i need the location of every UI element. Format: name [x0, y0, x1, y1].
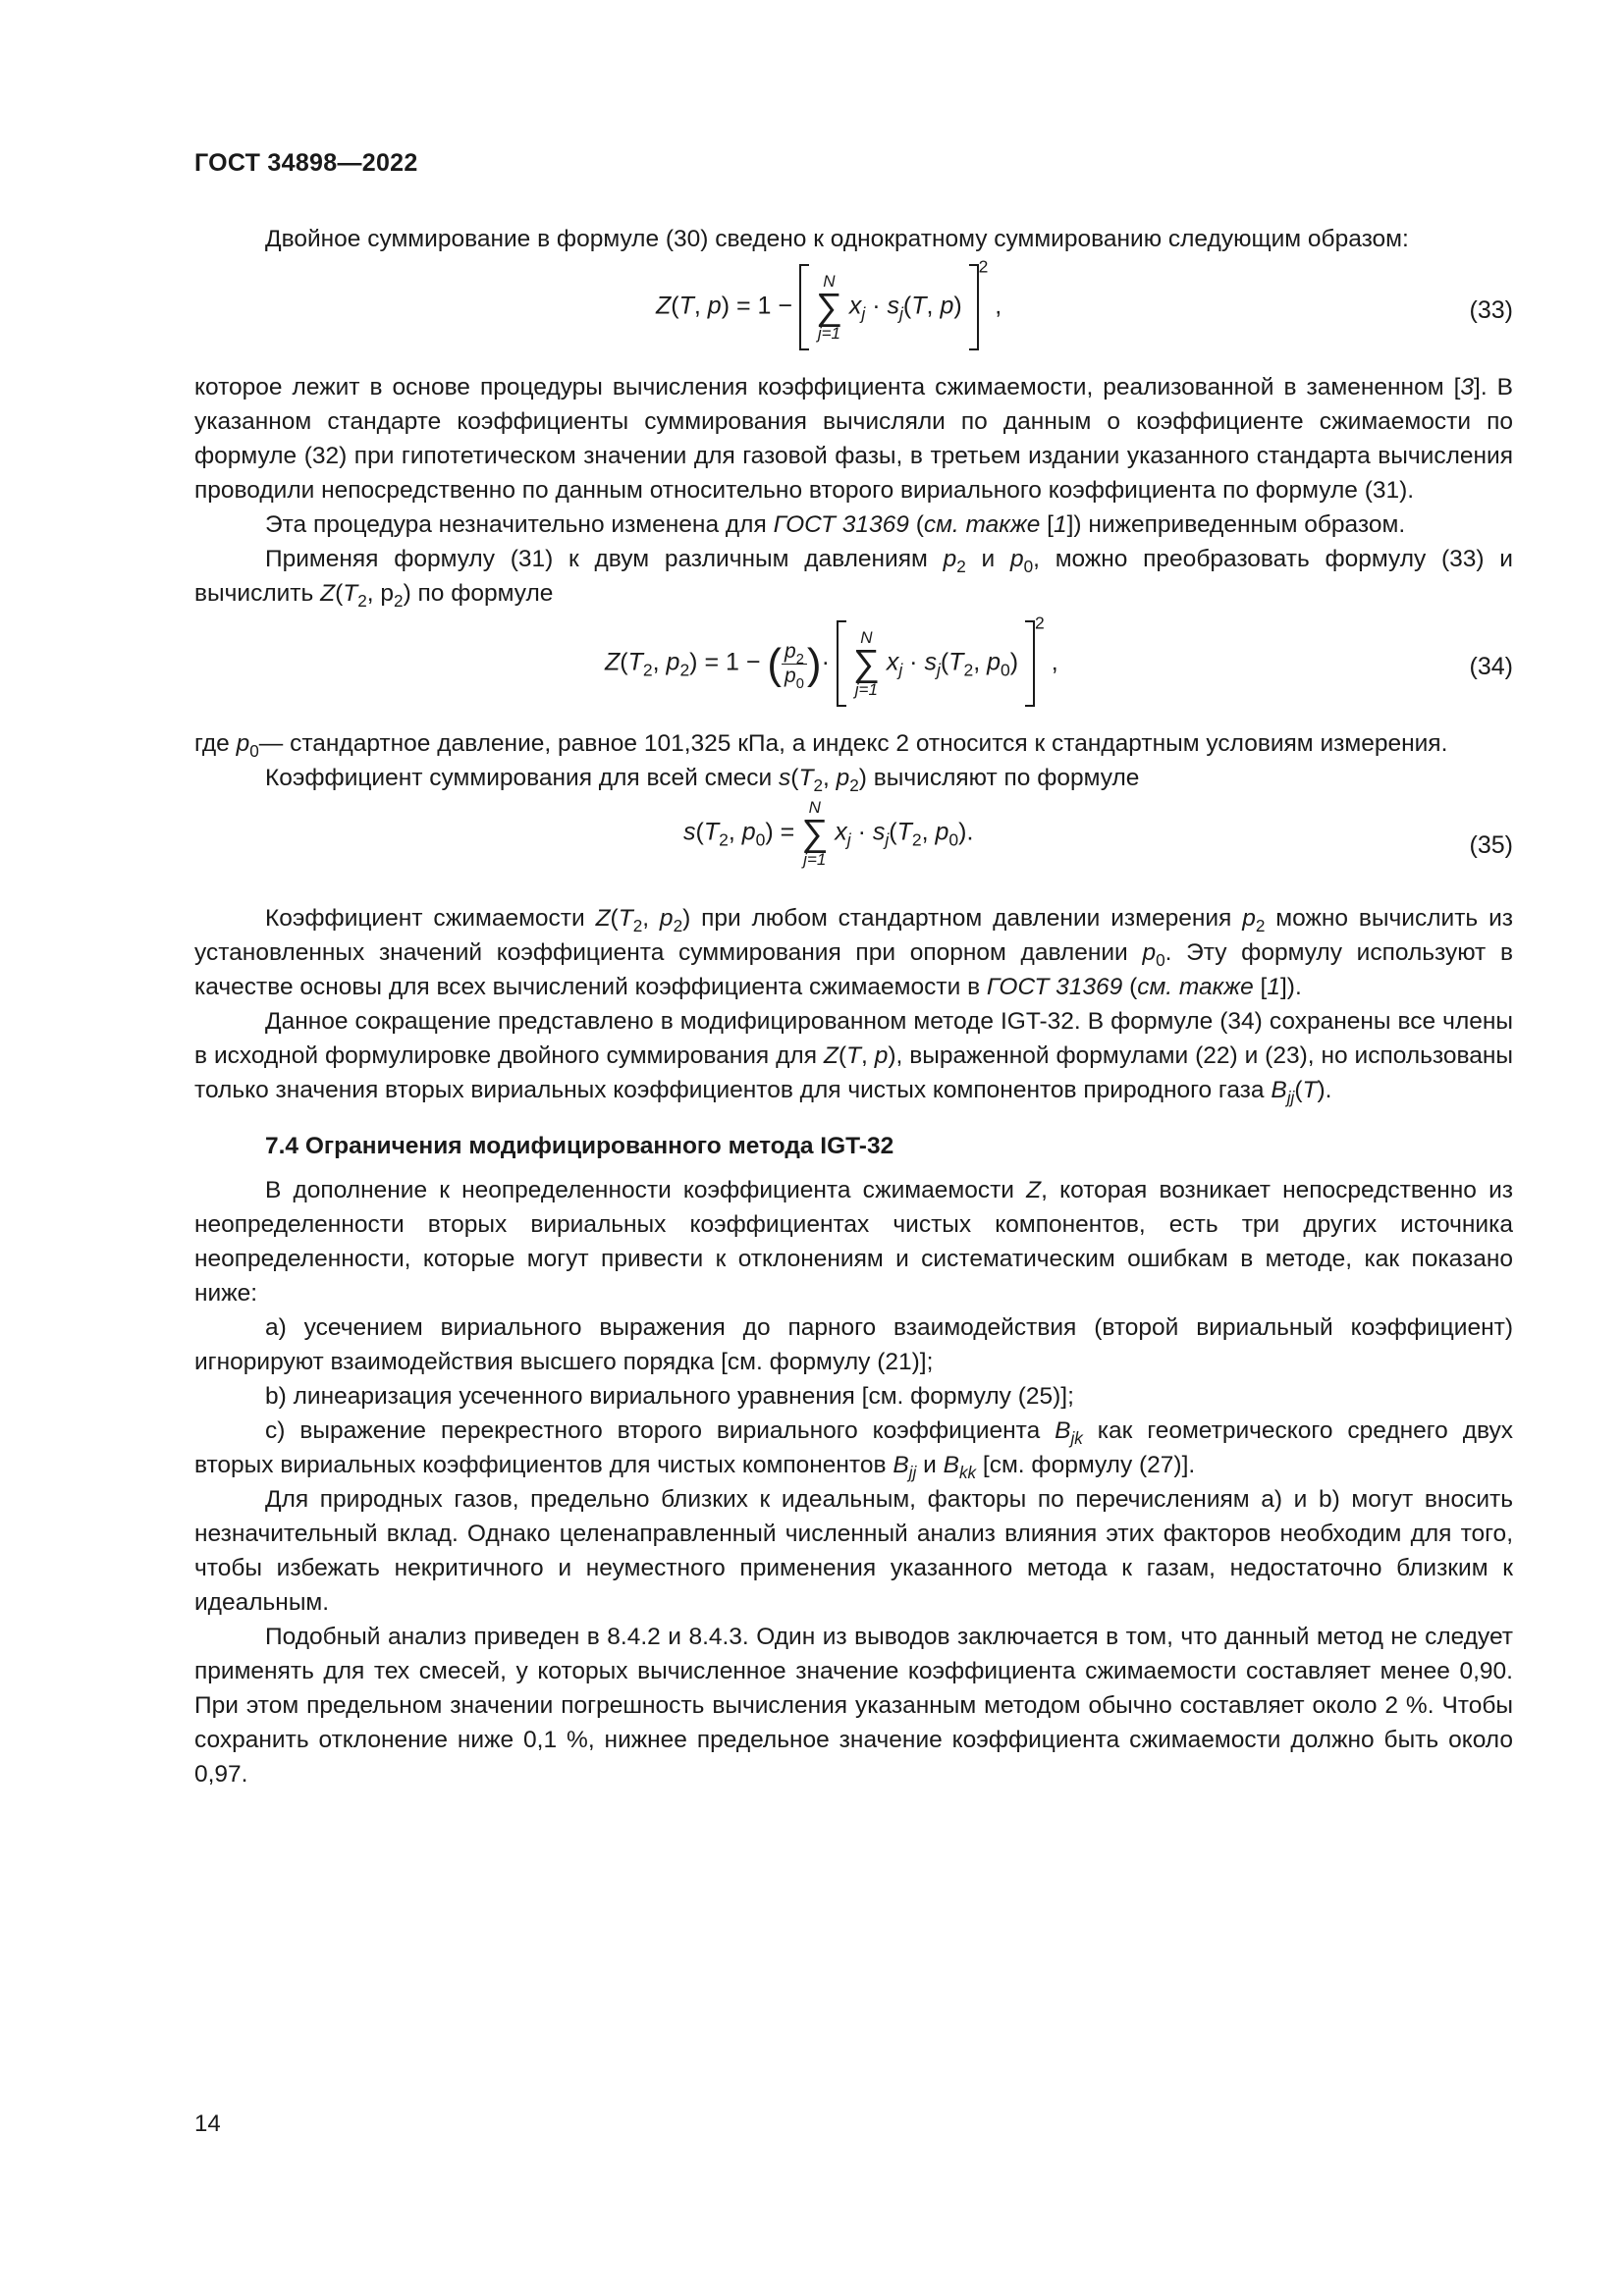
- page-number: 14: [194, 2110, 221, 2137]
- section-heading: 7.4 Ограничения модифицированного метода IGT-32: [265, 1133, 894, 1159]
- where-clause: где $p_0$ — стандартное давление, равное 101,325 кПа, а индекс 2 относится к стандартным условиям измерения.: [194, 730, 1448, 761]
- paragraph: В дополнение к неопределенности коэффициента сжимаемости Z, которая возникает непосредственно из неопределенности вторых вириальных коэффициентах чистых компонентов, есть три других источника неопределенности, которые могут привести к отклонениям и систематическим ошибкам в методе, как показано ниже:: [194, 1177, 1513, 1307]
- equation-number: (33): [1469, 296, 1513, 324]
- paragraph: Двойное суммирование в формуле (30) сведено к однократному суммированию следующим образом:: [265, 226, 1409, 252]
- paragraph: Применяя формулу (31) к двум различным давлениям $p_2$ и $p_0$, можно преобразовать формулу (33) и вычислить $Z(T_2$, $p_2$) по формуле: [194, 546, 1513, 611]
- paragraph: Для природных газов, предельно близких к идеальным, факторы по перечислениям a) и b) могут вносить незначительный вклад. Однако целенаправленный численный анализ влияния этих факторов необходим для того, чтобы избежать некритичного и неуместного применения указанного метода к газам, недостаточно близким к идеальным.: [194, 1486, 1513, 1616]
- paragraph: Коэффициент сжимаемости $Z(T_2$, $p_2$) при любом стандартном давлении измерения $p_2$ можно вычислить из установленных значений коэффициента суммирования при опорном давлении $p_0$. Эту формулу используют в качестве основы для всех вычислений коэффициента сжимаемости в ГОСТ 31369 (см. также [1]).: [194, 905, 1513, 1000]
- page-body: [194, 222, 1513, 1791]
- formula: $Z(T_2$, $p_2) = 1$ − ( $\frac{p_2}{p_0}$ )· N ∑ j=1 $x_j \cdot s_j(T_2$, $p_0$) $^2$ ,: [605, 620, 1058, 707]
- formula: Z(T, p) = 1 − N ∑ j=1 $x_j \cdot s_j(T$, p) $^2$ ,: [656, 264, 1001, 350]
- page-header: ГОСТ 34898—2022: [194, 149, 418, 177]
- equation-34: [194, 611, 1513, 726]
- formula: $s(T_2$, $p_0$) = N ∑ j=1 $x_j \cdot s_j(T_2$, $p_0$).: [683, 798, 974, 869]
- paragraph: Данное сокращение представлено в модифицированном методе IGT-32. В формуле (34) сохранены все члены в исходной формулировке двойного суммирования для Z(T, p), выраженной формулами (22) и (23), но использованы только значения вторых вириальных коэффициентов для чистых компонентов природного газа $B_{jj}(T)$.: [194, 1008, 1513, 1107]
- paragraph: Подобный анализ приведен в 8.4.2 и 8.4.3. Один из выводов заключается в том, что данный метод не следует применять для тех смесей, у которых вычисленное значение коэффициента сжимаемости составляет менее 0,90. При этом предельном значении погрешность вычисления указанным методом обычно составляет около 2 %. Чтобы сохранить отклонение ниже 0,1 %, нижнее предельное значение коэффициента сжимаемости должно быть около 0,97.: [194, 1624, 1513, 1788]
- equation-number: (35): [1469, 831, 1513, 859]
- equation-number: (34): [1469, 653, 1513, 680]
- list-item: b) линеаризация усеченного вириального уравнения [см. формулу (25)];: [265, 1383, 1074, 1410]
- list-item: a) усечением вириального выражения до парного взаимодействия (второй вириальный коэффициент) игнорируют взаимодействия высшего порядка [см. формулу (21)];: [194, 1314, 1513, 1375]
- paragraph: Коэффициент суммирования для всей смеси $s(T_2$, $p_2$) вычисляют по формуле: [265, 765, 1140, 795]
- equation-33: [194, 256, 1513, 370]
- paragraph: Эта процедура незначительно изменена для ГОСТ 31369 (см. также [1]) нижеприведенным образом.: [265, 511, 1406, 538]
- list-item: c) выражение перекрестного второго вириального коэффициента $B_{jk}$ как геометрического среднего двух вторых вириальных коэффициентов для чистых компонентов $B_{jj}$ и $B_{kk}$ [см. формулу (27)].: [194, 1417, 1513, 1482]
- paragraph: которое лежит в основе процедуры вычисления коэффициента сжимаемости, реализованной в замененном [3]. В указанном стандарте коэффициенты суммирования вычисляли по данным о коэффициенте сжимаемости по формуле (32) при гипотетическом значении для газовой фазы, в третьем издании указанного стандарта вычисления проводили непосредственно по данным относительно второго вириального коэффициента по формуле (31).: [194, 374, 1514, 504]
- equation-35: [194, 795, 1513, 901]
